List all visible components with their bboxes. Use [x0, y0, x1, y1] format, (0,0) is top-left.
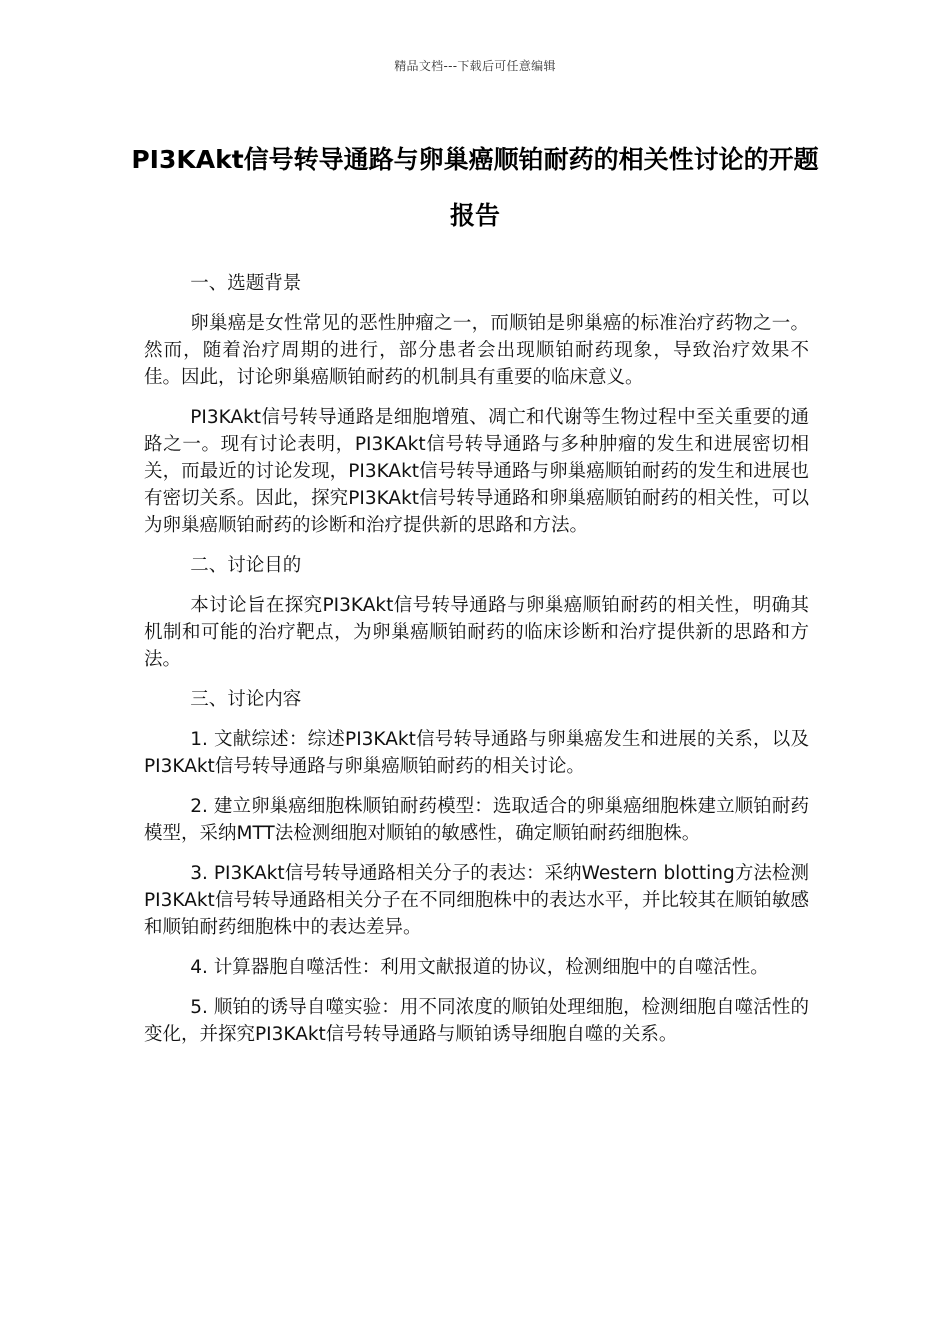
- section-heading-background: 一、选题背景: [190, 273, 302, 294]
- document-title: PI3KAkt信号转导通路与卵巢癌顺铂耐药的相关性讨论的开题报告: [131, 145, 819, 230]
- list-item: 2. 建立卵巢癌细胞株顺铂耐药模型：选取适合的卵巢癌细胞株建立顺铂耐药模型，采纳MTT法检测细胞对顺铂的敏感性，确定顺铂耐药细胞株。: [144, 796, 809, 844]
- header-watermark: 精品文档---下载后可任意编辑: [394, 59, 556, 73]
- list-item: 1. 文献综述：综述PI3KAkt信号转导通路与卵巢癌发生和进展的关系，以及PI3KAkt信号转导通路与卵巢癌顺铂耐药的相关讨论。: [144, 729, 809, 777]
- body-paragraph: 本讨论旨在探究PI3KAkt信号转导通路与卵巢癌顺铂耐药的相关性，明确其机制和可能的治疗靶点，为卵巢癌顺铂耐药的临床诊断和治疗提供新的思路和方法。: [144, 595, 809, 670]
- list-item: 5. 顺铂的诱导自噬实验：用不同浓度的顺铂处理细胞，检测细胞自噬活性的变化，并探究PI3KAkt信号转导通路与顺铂诱导细胞自噬的关系。: [144, 997, 809, 1045]
- list-item: 3. PI3KAkt信号转导通路相关分子的表达：采纳Western blotting方法检测PI3KAkt信号转导通路相关分子在不同细胞株中的表达水平，并比较其在顺铂敏感和顺铂耐药细胞株中的表达差异。: [144, 863, 809, 938]
- list-item: 4. 计算器胞自噬活性：利用文献报道的协议，检测细胞中的自噬活性。: [190, 957, 769, 978]
- section-heading-content: 三、讨论内容: [190, 689, 302, 710]
- document-body: [144, 270, 809, 1061]
- body-paragraph: 卵巢癌是女性常见的恶性肿瘤之一，而顺铂是卵巢癌的标准治疗药物之一。然而，随着治疗周期的进行，部分患者会出现顺铂耐药现象，导致治疗效果不佳。因此，讨论卵巢癌顺铂耐药的机制具有重要的临床意义。: [144, 313, 809, 388]
- section-heading-purpose: 二、讨论目的: [190, 555, 302, 576]
- body-paragraph: PI3KAkt信号转导通路是细胞增殖、凋亡和代谢等生物过程中至关重要的通路之一。现有讨论表明，PI3KAkt信号转导通路与多种肿瘤的发生和进展密切相关，而最近的讨论发现，PI3KAkt信号转导通路与卵巢癌顺铂耐药的发生和进展也有密切关系。因此，探究PI3KAkt信号转导通路和卵巢癌顺铂耐药的相关性，可以为卵巢癌顺铂耐药的诊断和治疗提供新的思路和方法。: [144, 407, 809, 536]
